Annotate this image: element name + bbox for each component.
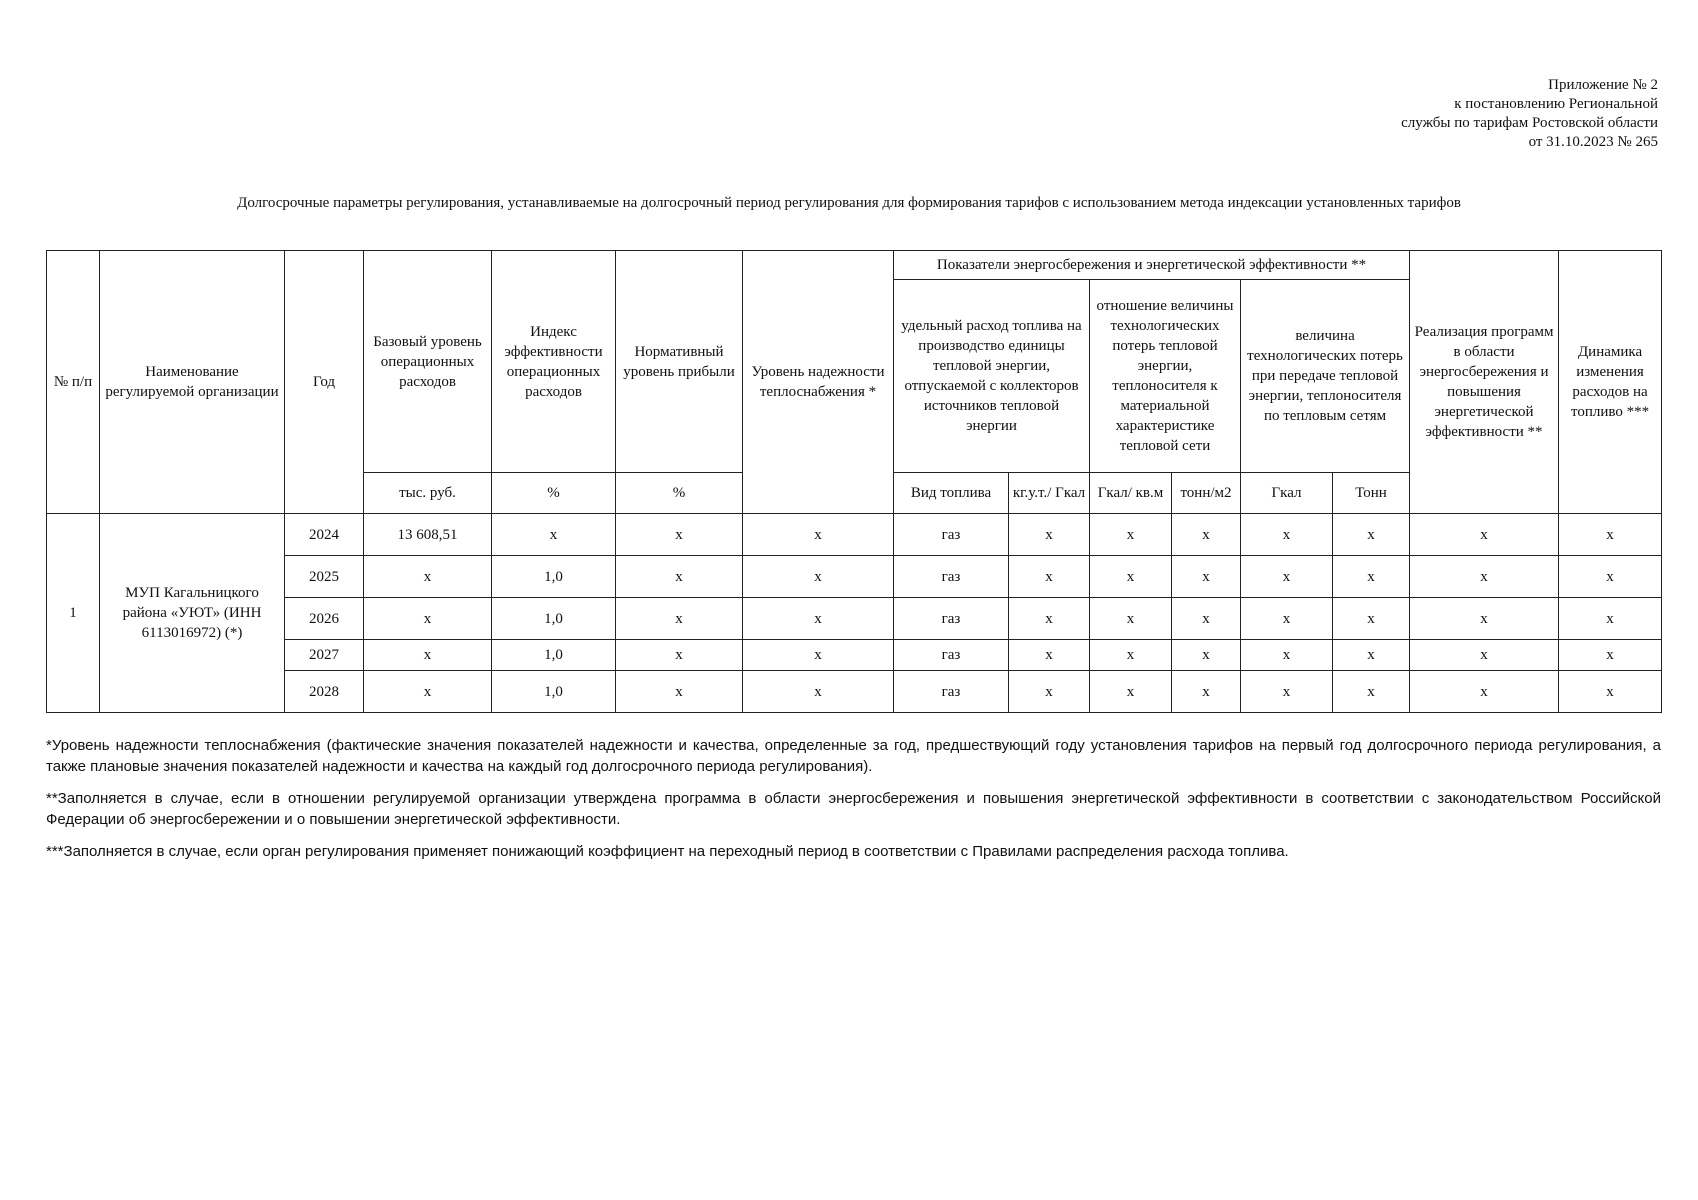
cell-fuel-rate: х [1009, 598, 1090, 640]
cell-value-ton: х [1333, 514, 1410, 556]
cell-loss-ton: х [1172, 640, 1241, 671]
header-year: Год [285, 251, 364, 514]
unit-index: % [492, 473, 616, 514]
cell-value-ton: х [1333, 640, 1410, 671]
cell-loss-ton: х [1172, 556, 1241, 598]
cell-base: х [364, 640, 492, 671]
header-fuel-rate: удельный расход топлива на производство единицы тепловой энергии, отпускаемой с коллекторов источников тепловой энергии [894, 280, 1090, 473]
header-fuel-dynamics: Динамика изменения расходов на топливо *** [1559, 251, 1662, 514]
unit-fuel-rate: кг.у.т./ Гкал [1009, 473, 1090, 514]
cell-programs: х [1410, 514, 1559, 556]
header-energy-group: Показатели энергосбережения и энергетической эффективности ** [894, 251, 1410, 280]
unit-profit: % [616, 473, 743, 514]
cell-fuel-type: газ [894, 598, 1009, 640]
decree-date-number: от 31.10.2023 № 265 [1528, 134, 1658, 150]
header-efficiency-index: Индекс эффективности операционных расходов [492, 251, 616, 473]
appendix-label: Приложение № 2 [1548, 77, 1658, 93]
cell-loss-ton: х [1172, 598, 1241, 640]
footnotes [46, 735, 1661, 873]
cell-loss-gcal: х [1090, 514, 1172, 556]
cell-value-ton: х [1333, 598, 1410, 640]
table-row [47, 640, 1662, 671]
header-loss-value: величина технологических потерь при передаче тепловой энергии, теплоносителя по тепловым сетям [1241, 280, 1410, 473]
header-num: № п/п [47, 251, 100, 514]
header-base-costs: Базовый уровень операционных расходов [364, 251, 492, 473]
cell-index: 1,0 [492, 598, 616, 640]
cell-fuel-rate: х [1009, 640, 1090, 671]
cell-base: х [364, 598, 492, 640]
unit-value-gcal: Гкал [1241, 473, 1333, 514]
footnote-reliability: *Уровень надежности теплоснабжения (фактические значения показателей надежности и качества, определенные за год, предшествующий году установления тарифов на первый год долгосрочного периода регулирования, а также плановые значения показателей надежности и качества на каждый год долгосрочного периода регулирования). [46, 737, 1661, 775]
table-row [47, 598, 1662, 640]
cell-dynamics: х [1559, 598, 1662, 640]
cell-fuel-type: газ [894, 514, 1009, 556]
cell-fuel-rate: х [1009, 514, 1090, 556]
parameters-table [46, 250, 1662, 713]
cell-year: 2025 [285, 556, 364, 598]
cell-value-gcal: х [1241, 556, 1333, 598]
cell-loss-ton: х [1172, 671, 1241, 713]
cell-dynamics: х [1559, 514, 1662, 556]
footnote-fuel-coefficient: ***Заполняется в случае, если орган регулирования применяет понижающий коэффициент на переходный период в соответствии с Правилами распределения расхода топлива. [46, 843, 1289, 860]
cell-programs: х [1410, 640, 1559, 671]
cell-loss-gcal: х [1090, 598, 1172, 640]
cell-year: 2026 [285, 598, 364, 640]
cell-dynamics: х [1559, 671, 1662, 713]
cell-profit: х [616, 514, 743, 556]
cell-fuel-type: газ [894, 671, 1009, 713]
cell-programs: х [1410, 598, 1559, 640]
cell-fuel-type: газ [894, 640, 1009, 671]
table-row [47, 671, 1662, 713]
footnote-energy-program: **Заполняется в случае, если в отношении регулируемой организации утверждена программа в области энергосбережения и повышения энергетической эффективности в соответствии с законодательством Российской Федерации об энергосбережении и о повышении энергетической эффективности. [46, 790, 1661, 828]
cell-profit: х [616, 671, 743, 713]
unit-base: тыс. руб. [364, 473, 492, 514]
unit-loss-ton: тонн/м2 [1172, 473, 1241, 514]
cell-index: 1,0 [492, 671, 616, 713]
header-reliability: Уровень надежности теплоснабжения * [743, 251, 894, 514]
cell-value-gcal: х [1241, 514, 1333, 556]
cell-value-ton: х [1333, 671, 1410, 713]
cell-dynamics: х [1559, 640, 1662, 671]
cell-programs: х [1410, 671, 1559, 713]
org-name: МУП Кагальницкого района «УЮТ» (ИНН 6113016972) (*) [100, 514, 285, 713]
cell-loss-gcal: х [1090, 640, 1172, 671]
cell-reliability: х [743, 556, 894, 598]
cell-base: 13 608,51 [364, 514, 492, 556]
cell-fuel-rate: х [1009, 671, 1090, 713]
approval-header [1401, 76, 1658, 152]
cell-year: 2027 [285, 640, 364, 671]
agency-name: службы по тарифам Ростовской области [1401, 115, 1658, 131]
org-number: 1 [47, 514, 100, 713]
cell-reliability: х [743, 514, 894, 556]
document-title: Долгосрочные параметры регулирования, устанавливаемые на долгосрочный период регулирования для формирования тарифов с использованием метода индексации установленных тарифов [237, 195, 1461, 211]
header-profit: Нормативный уровень прибыли [616, 251, 743, 473]
cell-profit: х [616, 556, 743, 598]
cell-reliability: х [743, 671, 894, 713]
cell-value-gcal: х [1241, 671, 1333, 713]
header-org: Наименование регулируемой организации [100, 251, 285, 514]
decree-reference: к постановлению Региональной [1454, 96, 1658, 112]
cell-programs: х [1410, 556, 1559, 598]
cell-base: х [364, 671, 492, 713]
cell-reliability: х [743, 598, 894, 640]
header-loss-ratio: отношение величины технологических потерь тепловой энергии, теплоносителя к материальной характеристике тепловой сети [1090, 280, 1241, 473]
cell-value-gcal: х [1241, 640, 1333, 671]
cell-fuel-rate: х [1009, 556, 1090, 598]
cell-loss-gcal: х [1090, 556, 1172, 598]
cell-index: 1,0 [492, 556, 616, 598]
cell-reliability: х [743, 640, 894, 671]
cell-index: 1,0 [492, 640, 616, 671]
cell-dynamics: х [1559, 556, 1662, 598]
cell-value-gcal: х [1241, 598, 1333, 640]
cell-profit: х [616, 640, 743, 671]
unit-fuel-type: Вид топлива [894, 473, 1009, 514]
header-programs: Реализация программ в области энергосбережения и повышения энергетической эффективности ** [1410, 251, 1559, 514]
cell-base: х [364, 556, 492, 598]
cell-loss-gcal: х [1090, 671, 1172, 713]
cell-year: 2028 [285, 671, 364, 713]
cell-loss-ton: х [1172, 514, 1241, 556]
table-row [47, 556, 1662, 598]
cell-index: х [492, 514, 616, 556]
cell-fuel-type: газ [894, 556, 1009, 598]
cell-value-ton: х [1333, 556, 1410, 598]
cell-profit: х [616, 598, 743, 640]
cell-year: 2024 [285, 514, 364, 556]
unit-value-ton: Тонн [1333, 473, 1410, 514]
unit-loss-gcal: Гкал/ кв.м [1090, 473, 1172, 514]
table-row [47, 514, 1662, 556]
